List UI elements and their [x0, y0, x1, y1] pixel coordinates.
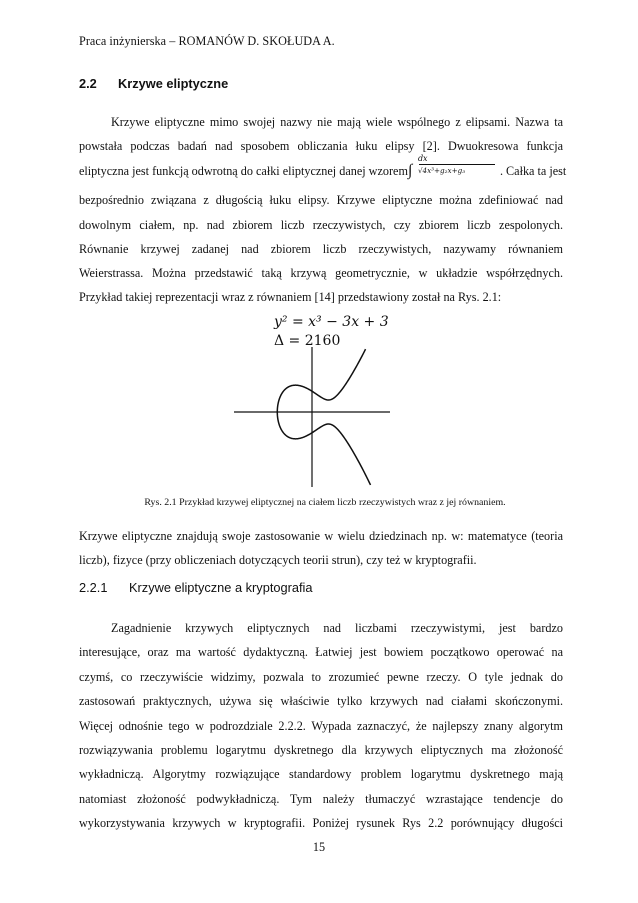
running-header: Praca inżynierska – ROMANÓW D. SKOŁUDA A.: [79, 34, 335, 48]
section-title: Krzywe eliptyczne: [118, 76, 229, 91]
text-line: powstała podczas badań nad sposobem obliczania łuku elipsy [2]. Dwuokresowa funkcja: [79, 139, 563, 153]
text-line: Weierstrassa. Można przedstawić taką krzywą geometrycznie, w układzie współrzędnych.: [79, 266, 563, 280]
page-number: 15: [312, 840, 326, 854]
formula-fraction: [418, 154, 496, 176]
integral-sign: ∫: [407, 162, 413, 179]
formula-denominator: √4x³+g₂x+g₃: [417, 166, 466, 175]
section-heading-2-2-1: [79, 580, 313, 595]
text-line: zastosowań praktycznych, używa się właściwie tylko krzywych nad ciałami skończonymi.: [79, 694, 563, 708]
text-line: rozwiązywania problemu logarytmu dyskretnego dla krzywych eliptycznych ma złożoność: [79, 743, 563, 757]
text-line: Zagadnienie krzywych eliptycznych nad liczbami rzeczywistymi, jest bardzo: [111, 621, 563, 635]
section-heading-2-2: [79, 76, 228, 91]
text-line: dowolnym ciałem, np. nad zbiorem liczb rzeczywistych, czy zbiorem liczb zespolonych.: [79, 218, 563, 232]
figure-discriminant: Δ = 2160: [274, 333, 341, 349]
elliptic-curve-figure: [234, 311, 390, 487]
text-fragment: eliptyczna jest funkcją odwrotną do całki eliptycznej danej wzorem: [79, 164, 408, 178]
text-line: czymś, co rzeczywiście widzimy, pozwala to zrozumieć pewne rzeczy. O tyle jednak do: [79, 670, 563, 684]
text-line: natomiast złożoność podwykładniczą. Tym należy tłumaczyć wzrastające tendencje do: [79, 792, 563, 806]
text-line-with-formula: [79, 154, 567, 179]
text-line: bezpośrednio związana z długością łuku elipsy. Krzywe eliptyczne można zdefiniować nad: [79, 193, 563, 207]
elliptic-curve-line: [277, 349, 370, 485]
elliptic-integral-formula: [407, 154, 500, 179]
text-line: Krzywe eliptyczne znajdują swoje zastosowanie w wielu dziedzinach np. w: matematyce (teoria: [79, 529, 563, 543]
formula-numerator: dx: [417, 154, 428, 163]
curve-plot: [234, 311, 390, 487]
text-line: wykorzystywania krzywych w kryptografii. Poniżej rysunek Rys 2.2 porównujący długości: [79, 816, 563, 830]
text-line: wykładniczą. Algorytmy rozwiązujące standardowy problem logarytmu dyskretnego mają: [79, 767, 563, 781]
text-fragment: . Całka ta jest: [499, 164, 567, 178]
text-line: interesujące, oraz ma wartość dydaktyczną. Łatwiej jest bowiem początkowo operować na: [79, 645, 563, 659]
figure-equation: y² = x³ − 3x + 3: [274, 314, 389, 330]
figure-caption: Rys. 2.1 Przykład krzywej eliptycznej na ciałem liczb rzeczywistych wraz z jej równaniem.: [144, 497, 506, 508]
section-number: 2.2: [79, 76, 97, 91]
text-line: Przykład takiej reprezentacji wraz z równaniem [14] przedstawiony został na Rys. 2.1:: [79, 290, 502, 304]
text-line: Równanie krzywej zadanej nad zbiorem liczb rzeczywistych, nazywamy równaniem: [79, 242, 563, 256]
text-line: Krzywe eliptyczne mimo swojej nazwy nie mają wiele wspólnego z elipsami. Nazwa ta: [111, 115, 563, 129]
text-line: liczb), fizyce (przy obliczeniach dotyczących teorii strun), czy też w kryptografii.: [79, 553, 477, 567]
text-line: Więcej odnośnie tego w podrozdziale 2.2.2. Wypada zaznaczyć, że najlepszy znany algorytm: [79, 719, 563, 733]
section-number: 2.2.1: [79, 580, 108, 595]
section-title: Krzywe eliptyczne a kryptografia: [129, 580, 313, 595]
